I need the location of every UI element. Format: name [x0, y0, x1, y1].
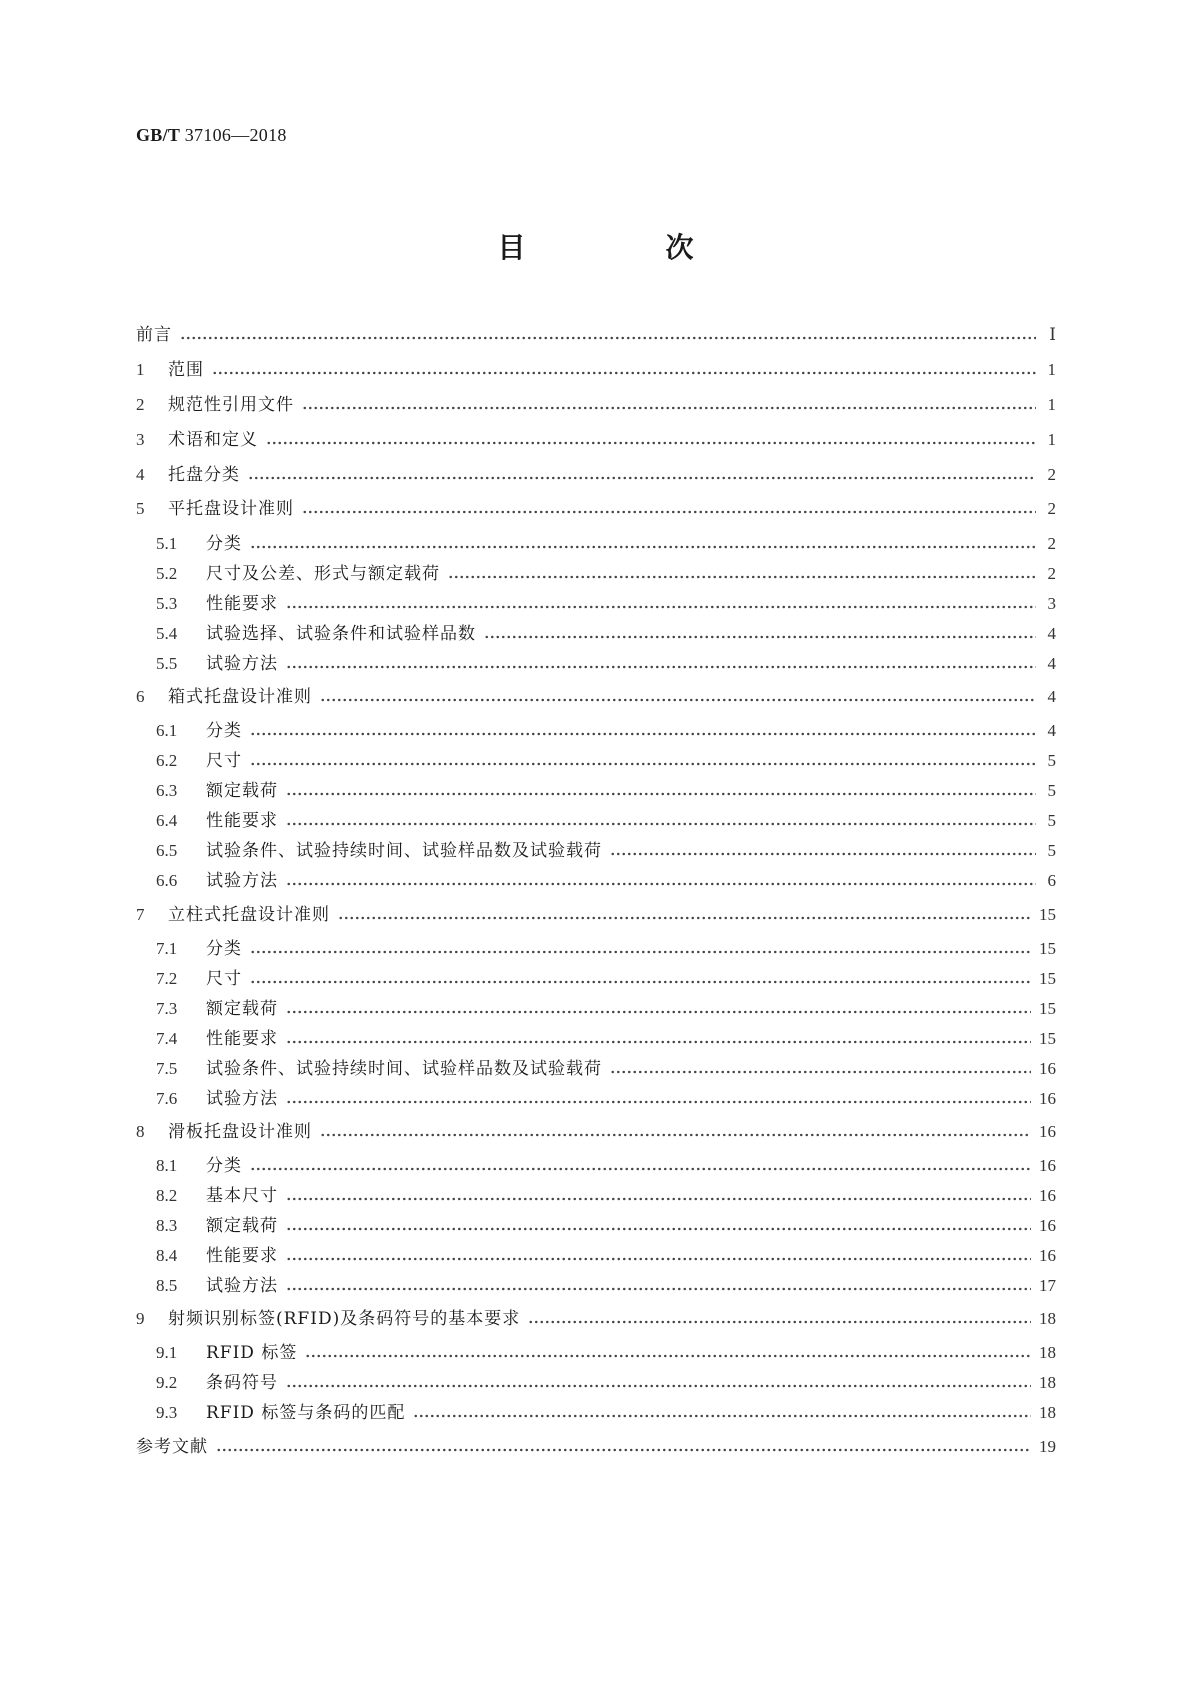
toc-dot-leader — [248, 462, 1036, 488]
toc-entry-label: 额定载荷 — [206, 999, 278, 1019]
toc-entry-number: 9 — [136, 1309, 145, 1328]
toc-entry-number: 7.6 — [156, 1089, 178, 1108]
toc-dot-leader — [286, 651, 1036, 677]
toc-entry-label: 额定载荷 — [206, 781, 278, 801]
toc-entry[interactable] — [156, 808, 1056, 834]
toc-entry-label: 尺寸及公差、形式与额定载荷 — [206, 564, 440, 584]
toc-entry[interactable] — [156, 868, 1056, 894]
toc-entry[interactable] — [136, 684, 1056, 710]
toc-entry[interactable] — [156, 1340, 1056, 1366]
toc-entry-page: 15 — [1039, 1029, 1056, 1048]
toc-entry-label: 性能要求 — [206, 594, 278, 614]
toc-entry-label: 试验方法 — [206, 1276, 278, 1296]
toc-entry-page: 18 — [1039, 1343, 1056, 1362]
toc-entry-number: 6.1 — [156, 721, 178, 740]
toc-dot-leader — [610, 838, 1036, 864]
toc-entry-page: 16 — [1039, 1186, 1056, 1205]
toc-entry[interactable] — [156, 1370, 1056, 1396]
toc-entry-label: 试验条件、试验持续时间、试验样品数及试验载荷 — [206, 841, 602, 861]
toc-entry-number: 1 — [136, 360, 145, 379]
toc-entry-label: 规范性引用文件 — [168, 395, 294, 415]
toc-entry-number: 7.3 — [156, 999, 178, 1018]
toc-entry-label: 范围 — [168, 360, 204, 380]
toc-dot-leader — [286, 1370, 1031, 1396]
toc-dot-leader — [286, 1243, 1031, 1269]
toc-dot-leader — [302, 392, 1036, 418]
standard-code-prefix: GB/T — [136, 125, 180, 145]
toc-entry-page: Ⅰ — [1049, 325, 1056, 344]
toc-entry-page: 5 — [1047, 781, 1056, 800]
toc-entry-label: 尺寸 — [206, 969, 242, 989]
toc-entry-page: 4 — [1047, 721, 1056, 740]
toc-dot-leader — [413, 1400, 1031, 1426]
toc-entry-number: 8.2 — [156, 1186, 178, 1205]
toc-dot-leader — [286, 1273, 1031, 1299]
toc-entry[interactable] — [156, 966, 1056, 992]
toc-entry[interactable] — [156, 748, 1056, 774]
toc-entry-number: 9.1 — [156, 1343, 178, 1362]
toc-entry-page: 4 — [1047, 624, 1056, 643]
toc-dot-leader — [286, 808, 1036, 834]
toc-entry-page: 5 — [1047, 811, 1056, 830]
toc-entry-page: 1 — [1047, 395, 1056, 414]
toc-entry[interactable] — [156, 778, 1056, 804]
toc-entry-page: 16 — [1039, 1156, 1056, 1175]
toc-entry-page: 5 — [1047, 751, 1056, 770]
toc-dot-leader — [250, 748, 1036, 774]
toc-entry[interactable] — [156, 1273, 1056, 1299]
toc-entry-number: 5 — [136, 499, 145, 518]
toc-entry-page: 19 — [1039, 1437, 1056, 1456]
toc-entry-label: 额定载荷 — [206, 1216, 278, 1236]
toc-entry-number: 6 — [136, 687, 145, 706]
toc-entry-number: 4 — [136, 465, 145, 484]
toc-entry-page: 5 — [1047, 841, 1056, 860]
toc-entry-number: 6.3 — [156, 781, 178, 800]
toc-entry-page: 4 — [1047, 654, 1056, 673]
toc-entry-page: 16 — [1039, 1089, 1056, 1108]
toc-entry-number: 6.2 — [156, 751, 178, 770]
toc-entry-number: 5.3 — [156, 594, 178, 613]
toc-entry-number: 6.4 — [156, 811, 178, 830]
toc-entry[interactable] — [156, 936, 1056, 962]
toc-entry[interactable] — [156, 838, 1056, 864]
toc-entry-number: 6.6 — [156, 871, 178, 890]
toc-entry-number: 7.4 — [156, 1029, 178, 1048]
toc-dot-leader — [180, 322, 1036, 348]
toc-entry-label: 试验方法 — [206, 1089, 278, 1109]
toc-entry-label: 分类 — [206, 721, 242, 741]
toc-entry-page: 16 — [1039, 1059, 1056, 1078]
toc-entry-page: 15 — [1039, 905, 1056, 924]
toc-entry[interactable] — [156, 621, 1056, 647]
toc-entry-page: 16 — [1039, 1122, 1056, 1141]
standard-code — [136, 125, 287, 146]
toc-entry-label: 术语和定义 — [168, 430, 258, 450]
toc-entry-number: 8.1 — [156, 1156, 178, 1175]
toc-entry-label: 尺寸 — [206, 751, 242, 771]
toc-entry-number: 8.4 — [156, 1246, 178, 1265]
toc-entry-page: 3 — [1047, 594, 1056, 613]
toc-dot-leader — [302, 496, 1036, 522]
toc-entry-page: 16 — [1039, 1246, 1056, 1265]
toc-dot-leader — [286, 1183, 1031, 1209]
toc-entry[interactable] — [136, 357, 1056, 383]
toc-dot-leader — [250, 718, 1036, 744]
toc-entry-label: 滑板托盘设计准则 — [168, 1122, 312, 1142]
toc-entry-number: 2 — [136, 395, 145, 414]
toc-entry-page: 18 — [1039, 1403, 1056, 1422]
toc-entry[interactable] — [156, 591, 1056, 617]
toc-entry-page: 15 — [1039, 999, 1056, 1018]
toc-entry[interactable] — [156, 1153, 1056, 1179]
toc-entry[interactable] — [156, 561, 1056, 587]
toc-entry-label: 平托盘设计准则 — [168, 499, 294, 519]
toc-dot-leader — [286, 591, 1036, 617]
toc-dot-leader — [338, 902, 1031, 928]
toc-dot-leader — [250, 531, 1036, 557]
toc-entry-page: 17 — [1039, 1276, 1056, 1295]
toc-entry-label: 性能要求 — [206, 1246, 278, 1266]
toc-entry[interactable] — [156, 531, 1056, 557]
toc-entry[interactable] — [136, 1119, 1056, 1145]
toc-dot-leader — [286, 996, 1031, 1022]
toc-entry[interactable] — [136, 496, 1056, 522]
toc-entry[interactable] — [156, 1400, 1056, 1426]
toc-entry-number: 8 — [136, 1122, 145, 1141]
toc-dot-leader — [212, 357, 1036, 383]
toc-entry[interactable] — [136, 1306, 1056, 1332]
toc-entry-label: 基本尺寸 — [206, 1186, 278, 1206]
toc-dot-leader — [305, 1340, 1031, 1366]
toc-dot-leader — [216, 1434, 1031, 1460]
toc-entry-page: 1 — [1047, 360, 1056, 379]
toc-entry[interactable] — [156, 1056, 1056, 1082]
toc-entry-label: 立柱式托盘设计准则 — [168, 905, 330, 925]
toc-entry-number: 5.1 — [156, 534, 178, 553]
toc-entry-label: 试验方法 — [206, 871, 278, 891]
toc-entry-number: 7.2 — [156, 969, 178, 988]
toc-entry-page: 18 — [1039, 1309, 1056, 1328]
toc-entry-page: 2 — [1047, 534, 1056, 553]
toc-entry[interactable] — [156, 651, 1056, 677]
toc-entry-number: 9.3 — [156, 1403, 178, 1422]
toc-entry-label: 性能要求 — [206, 1029, 278, 1049]
toc-entry[interactable] — [156, 1026, 1056, 1052]
toc-entry-label: 试验方法 — [206, 654, 278, 674]
toc-entry-label: 托盘分类 — [168, 465, 240, 485]
toc-dot-leader — [286, 1213, 1031, 1239]
toc-entry-page: 15 — [1039, 939, 1056, 958]
toc-entry-page: 1 — [1047, 430, 1056, 449]
toc-entry[interactable] — [156, 1086, 1056, 1112]
toc-entry[interactable] — [136, 902, 1056, 928]
toc-entry[interactable] — [156, 996, 1056, 1022]
toc-dot-leader — [250, 1153, 1031, 1179]
toc-entry-number: 7.5 — [156, 1059, 178, 1078]
toc-entry-page: 4 — [1047, 687, 1056, 706]
toc-entry-number: 5.4 — [156, 624, 178, 643]
toc-entry-page: 15 — [1039, 969, 1056, 988]
toc-entry-label: RFID 标签与条码的匹配 — [206, 1403, 406, 1423]
toc-entry-label: 分类 — [206, 1156, 242, 1176]
toc-entry-label: 条码符号 — [206, 1373, 278, 1393]
toc-entry[interactable] — [136, 462, 1056, 488]
toc-entry-label: 前言 — [136, 325, 172, 345]
toc-dot-leader — [286, 868, 1036, 894]
toc-dot-leader — [448, 561, 1036, 587]
toc-entry-page: 2 — [1047, 465, 1056, 484]
toc-entry[interactable] — [136, 427, 1056, 453]
toc-entry-label: 箱式托盘设计准则 — [168, 687, 312, 707]
toc-entry[interactable] — [156, 1183, 1056, 1209]
toc-entry-label: 分类 — [206, 939, 242, 959]
toc-dot-leader — [266, 427, 1036, 453]
toc-entry[interactable] — [136, 392, 1056, 418]
toc-dot-leader — [484, 621, 1036, 647]
toc-dot-leader — [610, 1056, 1031, 1082]
toc-entry-label: 试验条件、试验持续时间、试验样品数及试验载荷 — [206, 1059, 602, 1079]
toc-entry[interactable] — [156, 1213, 1056, 1239]
toc-dot-leader — [250, 966, 1031, 992]
toc-entry[interactable] — [156, 718, 1056, 744]
toc-entry-label: 性能要求 — [206, 811, 278, 831]
toc-entry-page: 16 — [1039, 1216, 1056, 1235]
toc-entry-number: 7 — [136, 905, 145, 924]
standard-code-number: 37106—2018 — [184, 125, 287, 145]
toc-entry-number: 8.5 — [156, 1276, 178, 1295]
toc-entry-page: 2 — [1047, 564, 1056, 583]
toc-entry-number: 7.1 — [156, 939, 178, 958]
toc-entry-number: 5.5 — [156, 654, 178, 673]
toc-entry-number: 8.3 — [156, 1216, 178, 1235]
toc-dot-leader — [286, 778, 1036, 804]
toc-dot-leader — [250, 936, 1031, 962]
toc-entry-label: 参考文献 — [136, 1437, 208, 1457]
toc-entry[interactable] — [136, 322, 1056, 348]
toc-entry-number: 5.2 — [156, 564, 178, 583]
toc-entry-page: 2 — [1047, 499, 1056, 518]
toc-entry[interactable] — [136, 1434, 1056, 1460]
toc-entry-label: 分类 — [206, 534, 242, 554]
toc-entry-page: 6 — [1047, 871, 1056, 890]
toc-dot-leader — [320, 684, 1036, 710]
toc-entry-label: 试验选择、试验条件和试验样品数 — [206, 624, 476, 644]
toc-dot-leader — [286, 1086, 1031, 1112]
page-title: 目 次 — [497, 231, 750, 264]
toc-entry-number: 3 — [136, 430, 145, 449]
toc-entry-label: RFID 标签 — [206, 1343, 298, 1363]
toc-entry-page: 18 — [1039, 1373, 1056, 1392]
toc-dot-leader — [320, 1119, 1031, 1145]
toc-entry[interactable] — [156, 1243, 1056, 1269]
toc-entry-number: 6.5 — [156, 841, 178, 860]
toc-entry-number: 9.2 — [156, 1373, 178, 1392]
toc-entry-label: 射频识别标签(RFID)及条码符号的基本要求 — [168, 1309, 521, 1329]
toc-dot-leader — [528, 1306, 1031, 1332]
toc-dot-leader — [286, 1026, 1031, 1052]
